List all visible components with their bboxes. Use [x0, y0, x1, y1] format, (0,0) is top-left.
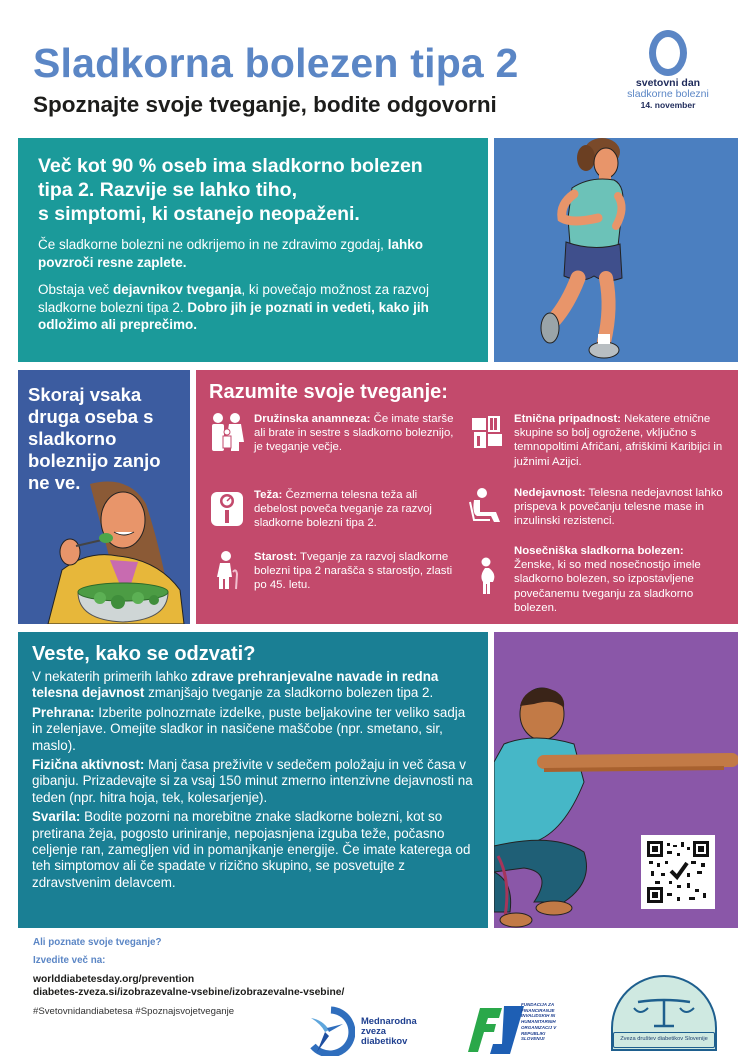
risk-text — [254, 488, 460, 531]
risk-description: Telesna nedejavnost lahko prispeva k povečanju telesne mase in inzulinski rezistenci. — [514, 487, 723, 528]
page-title: Sladkorna bolezen tipa 2 — [33, 40, 519, 86]
footer-link-diabetes-zveza[interactable]: diabetes-zveza.si/izobrazevalne-vsebine/izobrazevalne-vsebine/ — [33, 987, 345, 998]
risk-item — [468, 544, 730, 615]
intro-heading-line: Več kot 90 % oseb ima sladkorno bolezen — [38, 155, 423, 177]
intro-heading-line: s simptomi, ki ostanejo neopaženi. — [38, 203, 360, 225]
world-diabetes-day-logo — [612, 30, 724, 110]
woman-eating-salad-illustration — [18, 480, 190, 624]
footer-learn-more: Izvedite več na: — [33, 955, 106, 966]
risk-description: Nekatere etnične skupine so bolj ogrožene, vključno s temnopoltimi Afričani, afriškimi Karibijci in južnimi Azijci. — [514, 413, 723, 468]
respond-heading: Veste, kako se odzvati? — [32, 643, 256, 665]
fihao-logo-text: FUNDACIJA ZA FINANCIRANJE INVALIDSKIH IN HUMANITARNIH ORGANIZACIJ V REPUBLIKI SLOVENIJI — [521, 1002, 557, 1042]
page-subtitle: Spoznajte svoje tveganje, bodite odgovorni — [33, 92, 497, 117]
risk-item — [208, 550, 460, 593]
emphasis: zdrave prehranjevalne navade in redna telesna dejavnost — [32, 669, 439, 701]
unaware-section — [18, 370, 190, 624]
text: V nekaterih primerih lahko — [32, 669, 192, 684]
zds-logo-text: Zveza društev diabetikov Slovenije — [613, 1032, 715, 1048]
intro-paragraph-2 — [38, 281, 466, 334]
intro-section — [18, 138, 488, 362]
risk-label: Družinska anamneza: — [254, 413, 371, 425]
logo-line-3: 14. november — [640, 100, 696, 110]
risk-label: Nosečniška sladkorna bolezen: — [514, 545, 684, 557]
emphasis: Dobro jih je poznati in vedeti, kako jih odložimo ali preprečimo. — [38, 299, 429, 332]
warning-text: Bodite pozorni na morebitne znake sladkorne bolezni, kot so pretirana žeja, pogosto uriniranje, nepojasnjena izguba teže, počasno celjenje ran, zamegljen vid in pomanjkanje energije. Če imate katerega od teh simptomov ali če spadate v rizično skupino, se posvetujte z zdravstvenim delavcem. — [32, 809, 471, 890]
fihao-logo — [468, 1002, 588, 1056]
seated-person-icon — [468, 486, 506, 526]
risk-description: Čezmerna telesna teža ali debelost poveča tveganje za razvoj sladkorne bolezni tipa 2. — [254, 489, 432, 530]
risk-item — [468, 412, 730, 469]
joined-hands-icon — [468, 412, 506, 452]
risk-description: Če imate starše ali brate in sestre s sladkorno boleznijo, je tveganje večje. — [254, 413, 454, 454]
diet-text: Izberite polnozrnate izdelke, puste beljakovine ter veliko sadja in zelenjave. Omejite sladkor in nasičene maščobe (npr. smetano, sir, maslo). — [32, 704, 466, 753]
risk-item — [468, 486, 730, 529]
diet-advice — [32, 705, 474, 754]
emphasis: dejavnikov tveganja — [113, 282, 242, 297]
warning-signs — [32, 809, 474, 891]
text: Obstaja več — [38, 282, 114, 297]
scale-icon — [208, 488, 246, 528]
risk-text — [254, 412, 460, 455]
warning-label: Svarila: — [32, 809, 81, 825]
idf-line: diabetikov — [361, 1035, 408, 1046]
blue-circle-icon — [649, 30, 687, 76]
logo-line-1: svetovni dan — [635, 77, 701, 89]
risk-label: Teža: — [254, 489, 283, 501]
risk-item — [208, 488, 460, 531]
risk-factors-section — [196, 370, 738, 624]
risk-description: Ženske, ki so med nosečnostjo imele sladkorno bolezen, so izpostavljene povečanemu tveganju za sladkorno bolezen. — [514, 559, 701, 614]
intro-heading — [38, 154, 466, 226]
risk-label: Nedejavnost: — [514, 487, 586, 499]
qr-code[interactable] — [641, 835, 715, 909]
logo-line-2: sladkorne bolezni — [627, 88, 709, 100]
family-icon — [208, 412, 246, 452]
risk-heading: Razumite svoje tveganje: — [209, 381, 448, 403]
text: zmanjšajo tveganje za sladkorno bolezen tipa 2. — [144, 685, 434, 701]
activity-label: Fizična aktivnost: — [32, 757, 145, 773]
idf-logo — [305, 1003, 425, 1059]
idf-line: Mednarodna — [361, 1015, 417, 1026]
idf-line: zveza — [361, 1025, 387, 1036]
elderly-person-icon — [208, 550, 246, 590]
risk-description: Tveganje za razvoj sladkorne bolezni tipa 2 narašča s starostjo, zlasti po 45. letu. — [254, 551, 453, 592]
footer-question: Ali poznate svoje tveganje? — [33, 937, 162, 948]
respond-section — [18, 632, 488, 928]
unaware-heading: Skoraj vsaka druga oseba s sladkorno boleznijo zanjo ne ve. — [28, 384, 161, 493]
fi-emblem-icon — [468, 1002, 524, 1056]
idf-logo-text — [361, 1016, 417, 1046]
intro-paragraph-1 — [38, 236, 466, 271]
activity-text: Manj časa preživite v sedečem položaju in več časa v gibanju. Prizadevajte si za vsaj 150 minut zmerno intenzivne dejavnosti na teden (npr. hitra hoja, tek, kolesarjenje). — [32, 757, 473, 805]
zds-logo — [608, 972, 720, 1056]
hummingbird-icon — [305, 1006, 355, 1056]
risk-label: Starost: — [254, 551, 298, 563]
woman-running-illustration — [494, 138, 738, 362]
footer-hashtags: #Svetovnidandiabetesa #Spoznajsvojetveganje — [33, 1006, 235, 1017]
respond-intro — [32, 669, 474, 702]
activity-advice — [32, 757, 474, 806]
risk-item — [208, 412, 460, 455]
footer-link-worlddiabetesday[interactable]: worlddiabetesday.org/prevention — [33, 974, 195, 985]
risk-text — [514, 544, 730, 615]
risk-text — [254, 550, 460, 593]
emphasis: lahko povzroči resne zaplete. — [38, 237, 423, 270]
risk-text — [514, 486, 730, 529]
pregnant-woman-icon — [468, 556, 506, 596]
diet-label: Prehrana: — [32, 704, 95, 720]
text: Če sladkorne bolezni ne odkrijemo in ne zdravimo zgodaj, — [38, 237, 388, 252]
risk-text — [514, 412, 730, 469]
intro-heading-line: tipa 2. Razvije se lahko tiho, — [38, 179, 297, 201]
risk-label: Etnična pripadnost: — [514, 413, 621, 425]
text: , ki povečajo možnost za razvoj sladkorne bolezni tipa 2. — [38, 282, 429, 315]
